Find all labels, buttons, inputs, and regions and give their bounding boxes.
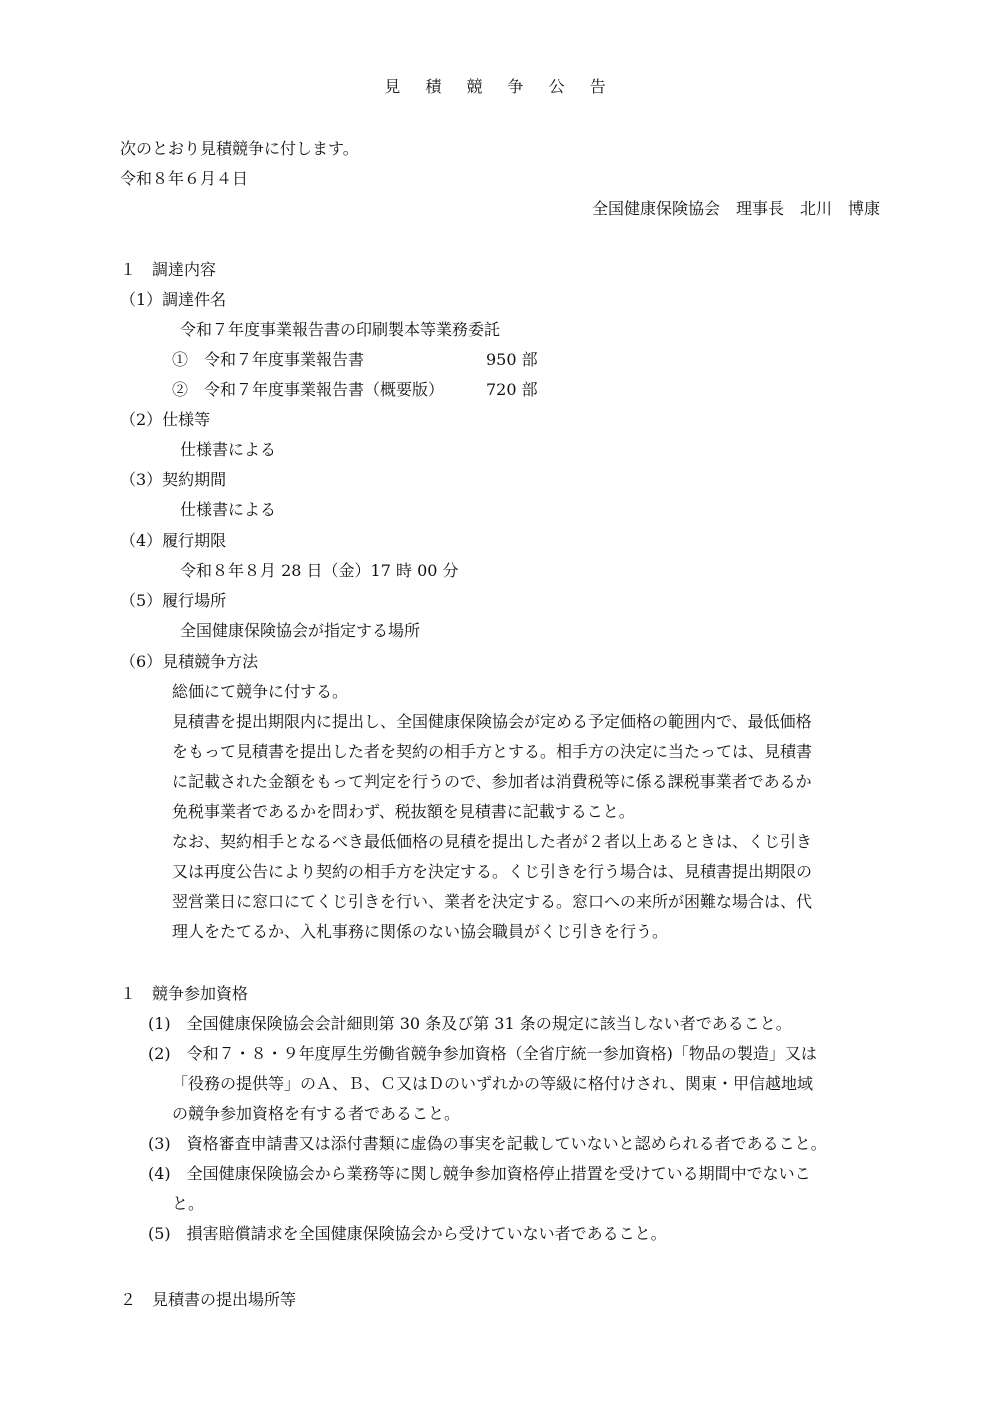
item5-text: 全国健康保険協会が指定する場所	[180, 621, 421, 640]
section1-heading: １ 調達内容	[120, 260, 217, 279]
item1-sub1-qty: 950 部	[486, 350, 538, 369]
qualification-line: (1) 全国健康保険協会会計細則第 30 条及び第 31 条の規定に該当しない者であること。	[148, 1014, 792, 1033]
item3-label: （3）契約期間	[120, 470, 227, 489]
document-title: 見 積 競 争 公 告	[384, 77, 616, 96]
qualification-line: の競争参加資格を有する者であること。	[172, 1104, 461, 1123]
item6-line: 見積書を提出期限内に提出し、全国健康保険協会が定める予定価格の範囲内で、最低価格	[172, 712, 812, 731]
item1-sub1-label: ① 令和７年度事業報告書	[172, 350, 365, 369]
item6-line: をもって見積書を提出した者を契約の相手方とする。相手方の決定に当たっては、見積書	[172, 742, 813, 761]
qualification-line: と。	[172, 1194, 205, 1213]
item1-sub2-label: ② 令和７年度事業報告書（概要版）	[172, 380, 445, 399]
section2-heading: １ 競争参加資格	[120, 984, 249, 1003]
item6-line: 又は再度公告により契約の相手方を決定する。くじ引きを行う場合は、見積書提出期限の	[172, 862, 813, 881]
section3-heading: ２ 見積書の提出場所等	[120, 1290, 297, 1309]
qualification-line: (4) 全国健康保険協会から業務等に関し競争参加資格停止措置を受けている期間中でないこ	[148, 1164, 811, 1183]
item1-sub2-qty: 720 部	[486, 380, 538, 399]
item6-line: 総価にて競争に付する。	[172, 682, 349, 701]
announcement-date: 令和８年６月４日	[120, 169, 249, 188]
intro-text: 次のとおり見積競争に付します。	[120, 139, 359, 158]
item4-label: （4）履行期限	[120, 531, 227, 550]
qualification-line: (5) 損害賠償請求を全国健康保険協会から受けていない者であること。	[148, 1224, 667, 1243]
item6-line: なお、契約相手となるべき最低価格の見積を提出した者が２者以上あるときは、くじ引き	[172, 832, 813, 851]
qualification-line: 「役務の提供等」のＡ、Ｂ、Ｃ又はＤのいずれかの等級に格付けされ、関東・甲信越地域	[172, 1074, 813, 1093]
item1-label: （1）調達件名	[120, 290, 227, 309]
item6-line: 理人をたてるか、入札事務に関係のない協会職員がくじ引きを行う。	[172, 922, 669, 941]
item6-label: （6）見積競争方法	[120, 652, 259, 671]
qualification-line: (2) 令和７・８・９年度厚生労働省競争参加資格（全省庁統一参加資格)「物品の製造」又は	[148, 1044, 817, 1063]
item2-text: 仕様書による	[180, 440, 277, 459]
item1-name: 令和７年度事業報告書の印刷製本等業務委託	[180, 320, 501, 339]
item6-line: 免税事業者であるかを問わず、税抜額を見積書に記載すること。	[172, 802, 635, 821]
item6-line: 翌営業日に窓口にてくじ引きを行い、業者を決定する。窓口への来所が困難な場合は、代	[172, 892, 813, 911]
item4-text: 令和８年８月 28 日（金）17 時 00 分	[180, 561, 459, 580]
item2-label: （2）仕様等	[120, 410, 211, 429]
item5-label: （5）履行場所	[120, 591, 227, 610]
item3-text: 仕様書による	[180, 500, 277, 519]
qualification-line: (3) 資格審査申請書又は添付書類に虚偽の事実を記載していないと認められる者であること。	[148, 1134, 827, 1153]
issuer: 全国健康保険協会 理事長 北川 博康	[591, 199, 880, 218]
item6-line: に記載された金額をもって判定を行うので、参加者は消費税等に係る課税事業者であるか	[172, 772, 812, 791]
